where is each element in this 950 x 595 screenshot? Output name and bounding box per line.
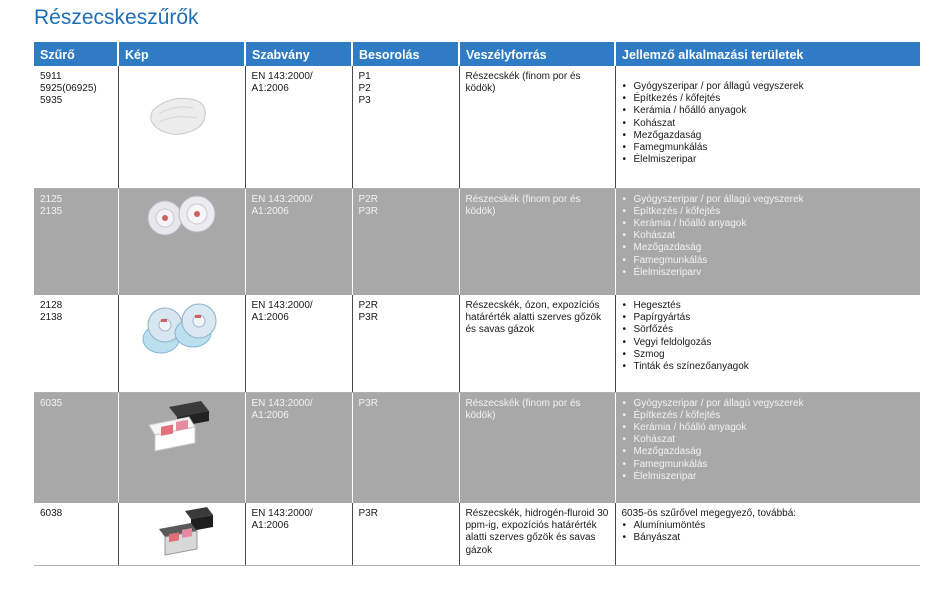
pad-filter-icon [119,66,246,188]
standard-cell: EN 143:2000/ A1:2006 [245,392,352,503]
applications-list [622,81,915,166]
class-cell: P2R P3R [352,295,459,392]
table-row [34,503,920,565]
list-item: • Mezőgazdaság [622,130,915,142]
applications-list [622,300,915,373]
applications-intro: 6035-ös szűrővel megegyező, továbbá: [621,508,797,519]
table-header-row [34,42,920,66]
hazard-cell: Részecskék (finom por és ködök) [459,66,615,188]
column-header-hazard: Veszélyforrás [459,42,615,66]
disc-filters-icon [119,189,246,296]
standard-cell: EN 143:2000/ A1:2006 [245,503,352,565]
page-title: Részecskeszűrők [34,6,199,29]
list-item: • Alumíniumöntés [622,520,915,532]
table-row [34,188,920,295]
list-item: • Szmog [622,349,915,361]
list-item: • Papírgyártás [622,312,915,324]
applications-cell [615,503,920,565]
column-header-applications: Jellemző alkalmazási területek [615,42,920,66]
list-item: • Élelmiszeriparv [622,267,915,279]
image-cell [118,392,245,503]
list-item: • Mezőgazdaság [622,446,915,458]
column-header-image: Kép [118,42,245,66]
applications-list [622,194,915,279]
list-item: • Építkezés / kőfejtés [622,206,915,218]
standard-cell: EN 143:2000/ A1:2006 [245,295,352,392]
hazard-cell: Részecskék, hidrogén-fluroid 30 ppm-ig, expozíciós határérték alatti szerves gőzök és savas gázok [459,503,615,565]
standard-cell: EN 143:2000/ A1:2006 [245,188,352,295]
standard-cell: EN 143:2000/ A1:2006 [245,66,352,188]
list-item: • Építkezés / kőfejtés [622,410,915,422]
list-item: • Hegesztés [622,300,915,312]
list-item: • Famegmunkálás [622,255,915,267]
class-cell: P3R [352,392,459,503]
filter-code-cell: 6035 [34,392,118,503]
list-item: • Élelmiszeripar [622,154,915,166]
table-row [34,392,920,503]
list-item: • Kohászat [622,434,915,446]
list-item: • Kohászat [622,118,915,130]
class-cell: P3R [352,503,459,565]
table-row [34,295,920,392]
image-cell [118,503,245,565]
hazard-cell: Részecskék, ózon, expozíciós határérték alatti szerves gőzök és savas gázok [459,295,615,392]
applications-list [622,398,915,483]
list-item: • Kerámia / hőálló anyagok [622,422,915,434]
applications-cell [615,295,920,392]
list-item: • Gyógyszeripar / por állagú vegyszerek [622,81,915,93]
list-item: • Építkezés / kőfejtés [622,93,915,105]
filter-code-cell: 2128 2138 [34,295,118,392]
list-item: • Élelmiszeripar [622,471,915,483]
applications-cell [615,188,920,295]
hazard-cell: Részecskék (finom por és ködök) [459,392,615,503]
class-cell: P2R P3R [352,188,459,295]
column-header-standard: Szabvány [245,42,352,66]
filter-code-cell: 2125 2135 [34,188,118,295]
hazard-cell: Részecskék (finom por és ködök) [459,188,615,295]
list-item: • Famegmunkálás [622,142,915,154]
image-cell [118,188,245,295]
list-item: • Gyógyszeripar / por állagú vegyszerek [622,194,915,206]
list-item: • Vegyi feldolgozás [622,337,915,349]
class-cell: P1 P2 P3 [352,66,459,188]
list-item: • Mezőgazdaság [622,242,915,254]
table-row [34,66,920,188]
column-header-filter: Szűrő [34,42,118,66]
filter-code-cell: 6038 [34,503,118,565]
image-cell [118,66,245,188]
applications-list [622,520,915,544]
list-item: • Kerámia / hőálló anyagok [622,105,915,117]
list-item: • Gyógyszeripar / por állagú vegyszerek [622,398,915,410]
filters-table [34,42,920,566]
cartridge-filter-icon [119,393,246,504]
list-item: • Sörfőzés [622,324,915,336]
list-item: • Tinták és színezőanyagok [622,361,915,373]
applications-cell [615,66,920,188]
blue-disc-filters-icon [119,295,246,392]
image-cell [118,295,245,392]
list-item: • Kerámia / hőálló anyagok [622,218,915,230]
list-item: • Famegmunkálás [622,459,915,471]
list-item: • Bányászat [622,532,915,544]
applications-cell [615,392,920,503]
column-header-class: Besorolás [352,42,459,66]
cartridge-filter-icon [119,503,246,565]
list-item: • Kohászat [622,230,915,242]
filter-code-cell: 5911 5925(06925) 5935 [34,66,118,188]
